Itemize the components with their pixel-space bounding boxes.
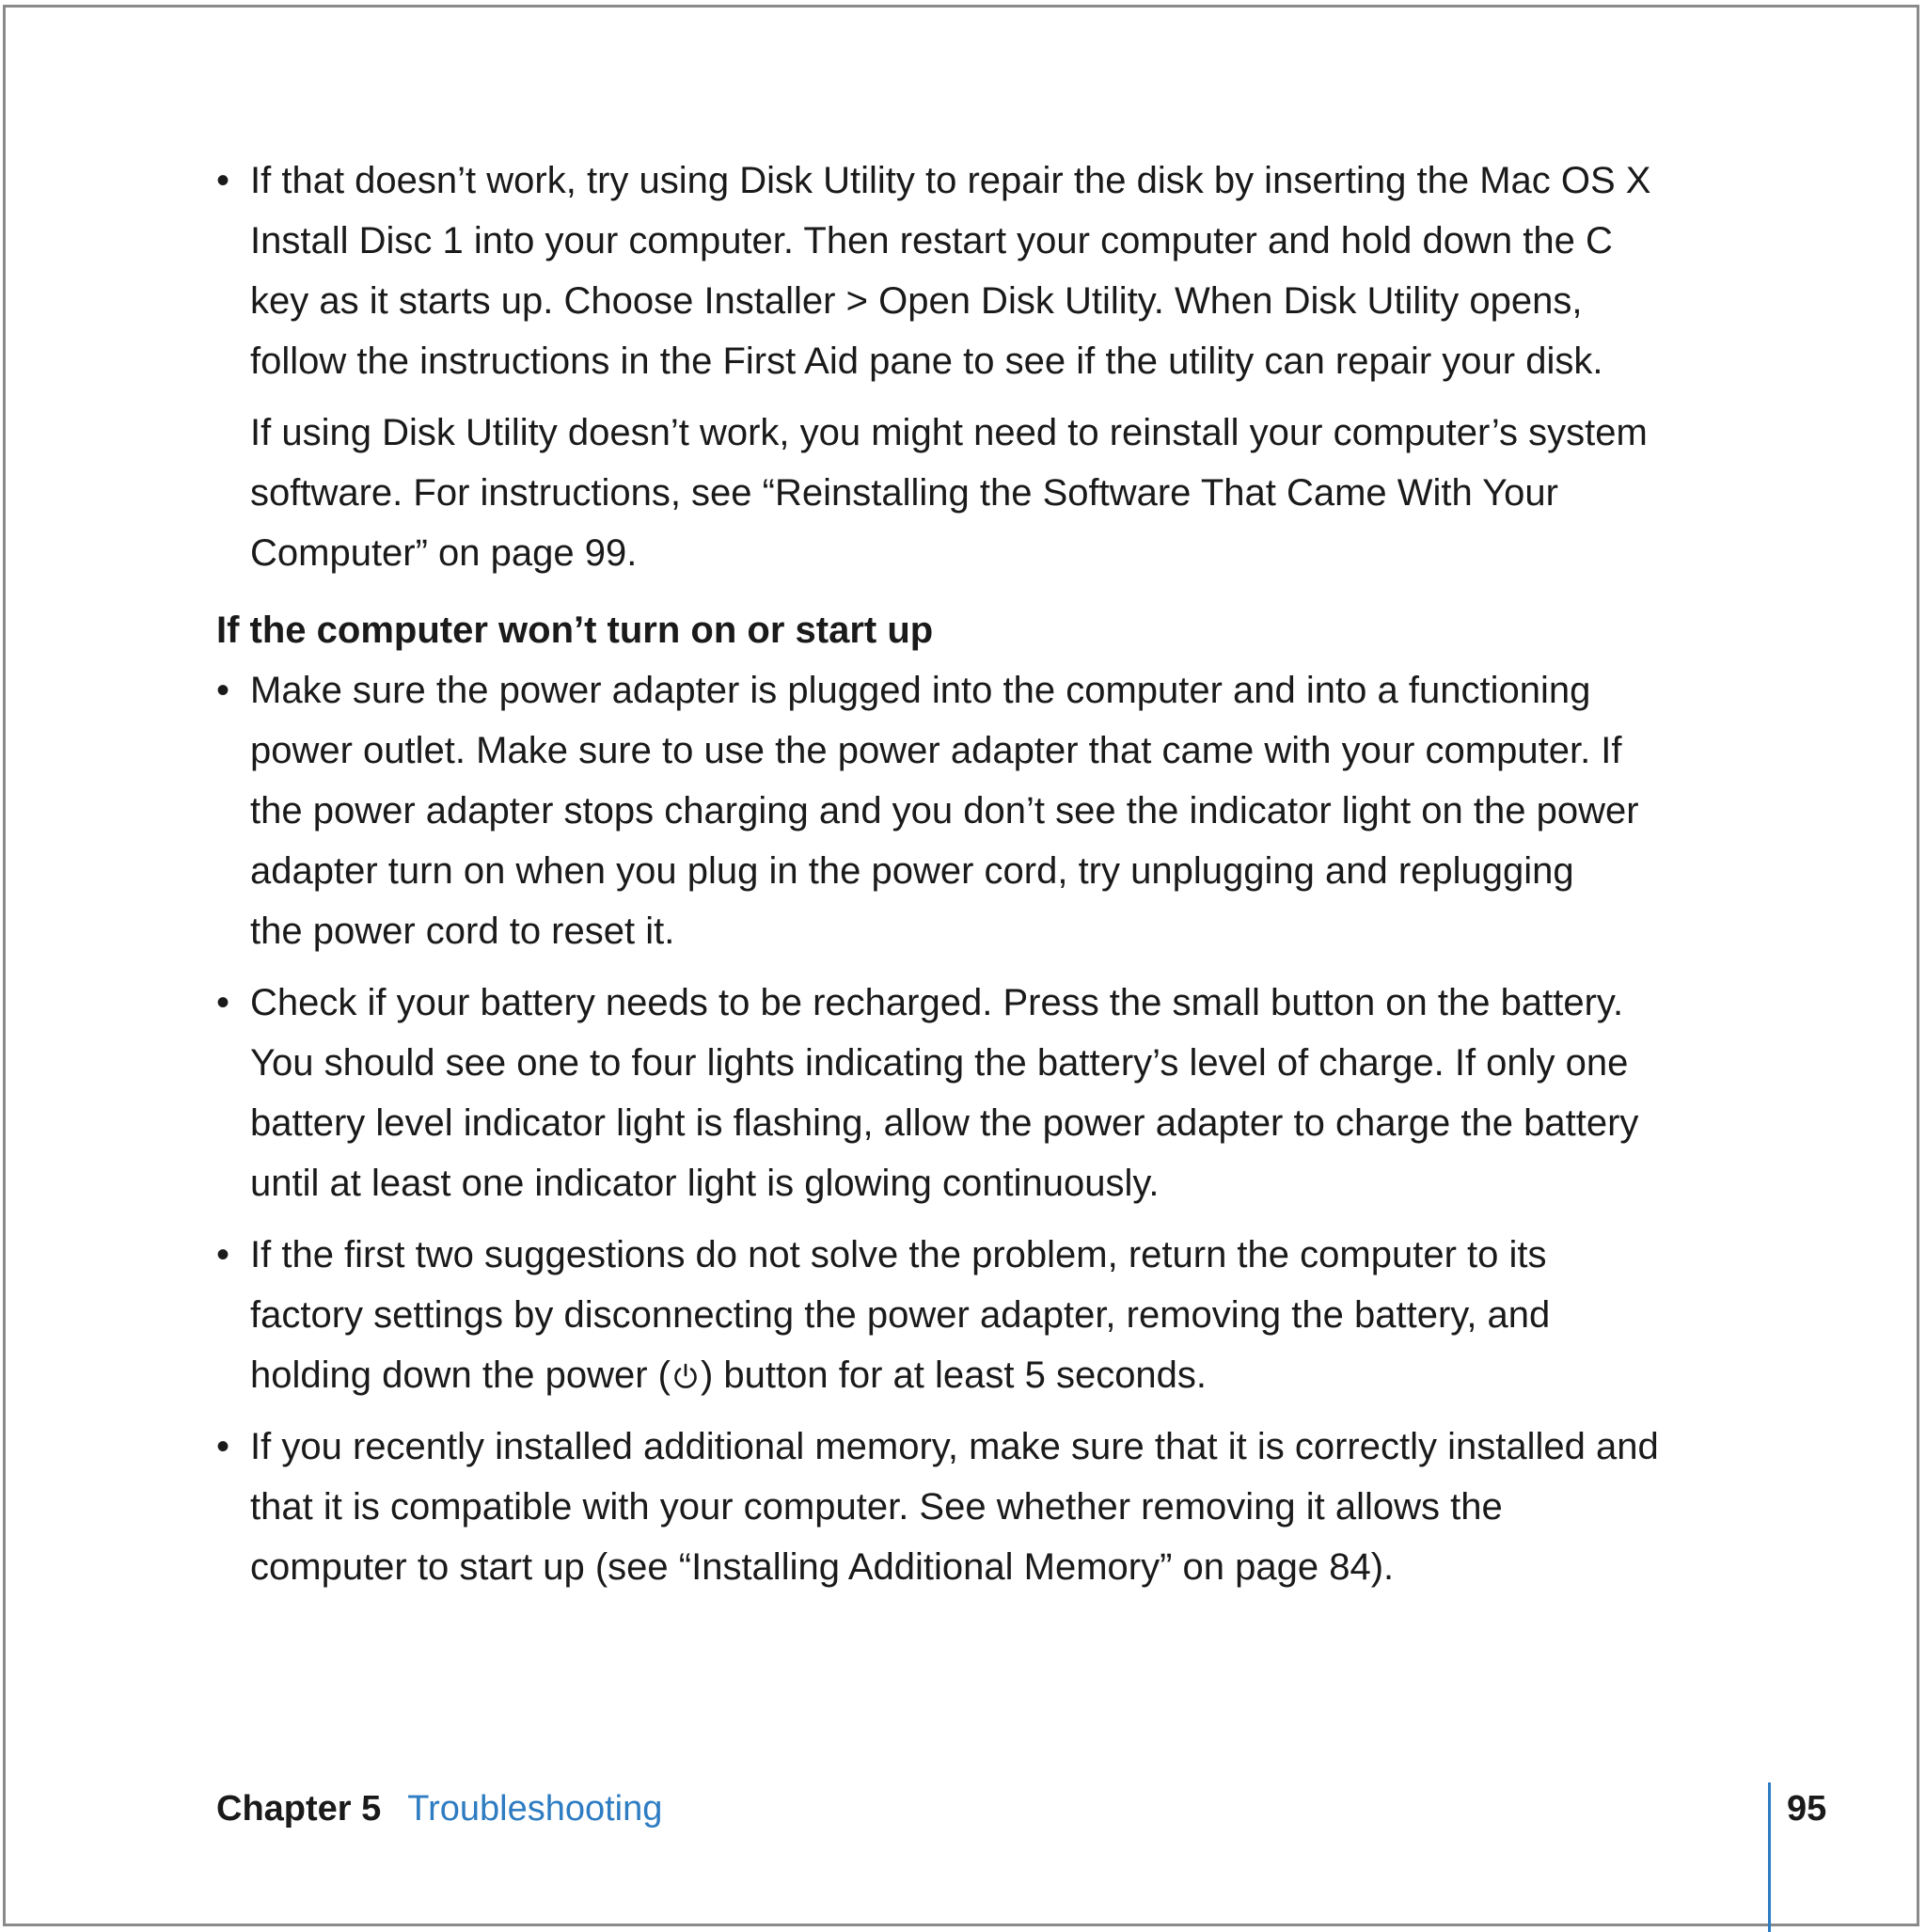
text-line: until at least one indicator light is glowing continuously. [250, 1163, 1160, 1204]
text-line-with-icon [250, 1345, 1768, 1405]
text-line: Install Disc 1 into your computer. Then restart your computer and hold down the C [250, 220, 1613, 261]
bullet-glyph: • [216, 1426, 230, 1467]
text-line: power outlet. Make sure to use the power adapter that came with your computer. If [250, 730, 1622, 771]
bullet-glyph: • [216, 160, 230, 201]
power-icon [671, 1362, 700, 1390]
text-line: that it is compatible with your computer. See whether removing it allows the [250, 1486, 1503, 1528]
text-line: If you recently installed additional memory, make sure that it is correctly installed and [250, 1426, 1659, 1467]
text-line: battery level indicator light is flashing, allow the power adapter to charge the battery [250, 1102, 1639, 1144]
reinstall-paragraph [216, 403, 1768, 583]
bullet-power-adapter [216, 660, 1768, 961]
text-line: adapter turn on when you plug in the power cord, try unplugging and replugging [250, 850, 1574, 892]
section-heading: If the computer won’t turn on or start up [216, 610, 934, 651]
text-line: If that doesn’t work, try using Disk Utility to repair the disk by inserting the Mac OS X [250, 160, 1651, 201]
bullet-memory [216, 1417, 1768, 1597]
text-line: software. For instructions, see “Reinstalling the Software That Came With Your [250, 472, 1558, 514]
text-line: key as it starts up. Choose Installer > Open Disk Utility. When Disk Utility opens, [250, 280, 1583, 322]
text-line: follow the instructions in the First Aid pane to see if the utility can repair your disk. [250, 340, 1603, 382]
text-line: Make sure the power adapter is plugged into the computer and into a functioning [250, 670, 1591, 711]
bullet-glyph: • [216, 670, 230, 711]
bullet-disk-utility [216, 150, 1768, 391]
bullet-glyph: • [216, 1234, 230, 1275]
text-before-icon: holding down the power ( [250, 1354, 671, 1396]
bullet-factory-reset [216, 1225, 1768, 1405]
page-body [216, 150, 1768, 1608]
chapter-title: Troubleshooting [407, 1789, 663, 1829]
footer-divider [1768, 1782, 1771, 1932]
text-line: the power adapter stops charging and you don’t see the indicator light on the power [250, 790, 1639, 831]
text-line: factory settings by disconnecting the power adapter, removing the battery, and [250, 1294, 1551, 1336]
text-after-icon: ) button for at least 5 seconds. [700, 1354, 1208, 1396]
bullet-battery [216, 973, 1768, 1213]
bullet-glyph: • [216, 982, 230, 1023]
page-number: 95 [1787, 1789, 1827, 1829]
text-line: Computer” on page 99. [250, 532, 638, 574]
text-line: the power cord to reset it. [250, 911, 675, 952]
chapter-label: Chapter 5 [216, 1789, 382, 1829]
text-line: If using Disk Utility doesn’t work, you might need to reinstall your computer’s system [250, 412, 1648, 453]
text-line: If the first two suggestions do not solve the problem, return the computer to its [250, 1234, 1547, 1275]
page-footer [216, 1782, 662, 1835]
text-line: You should see one to four lights indicating the battery’s level of charge. If only one [250, 1042, 1629, 1084]
text-line: Check if your battery needs to be recharged. Press the small button on the battery. [250, 982, 1624, 1023]
text-line: computer to start up (see “Installing Additional Memory” on page 84). [250, 1546, 1395, 1588]
